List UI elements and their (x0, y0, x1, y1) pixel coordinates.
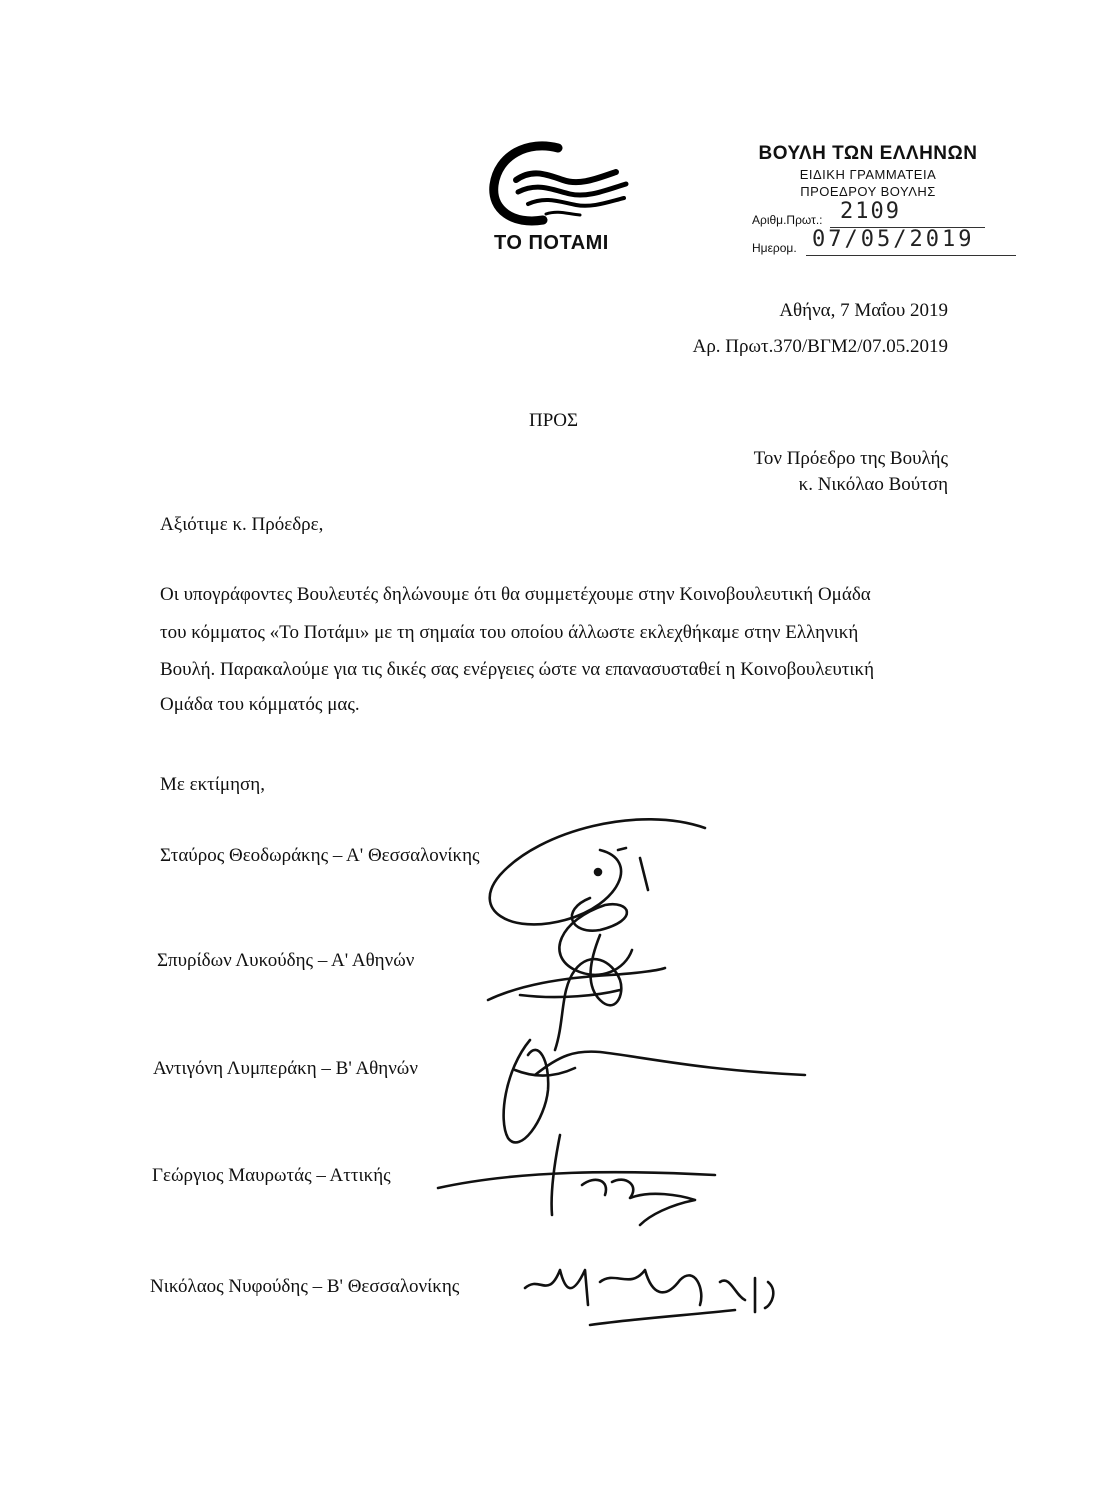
recipient-line-1: Τον Πρόεδρο της Βουλής (753, 448, 948, 469)
signature-3-handwritten (504, 1040, 805, 1142)
stamp-date-value: 07/05/2019 (812, 227, 975, 252)
recipient-line-2: κ. Νικόλαο Βούτση (798, 474, 948, 495)
stamp-date-label: Ημερομ. (752, 241, 797, 255)
party-logo (488, 140, 633, 260)
place-date: Αθήνα, 7 Μαΐου 2019 (779, 300, 948, 321)
body-line: Ομάδα του κόμματός μας. (160, 694, 360, 715)
logo-text: ΤΟ ΠΟΤΑΜΙ (494, 232, 609, 254)
reference-number: Αρ. Πρωτ.370/ΒΓΜ2/07.05.2019 (692, 336, 948, 357)
registration-stamp (748, 143, 1038, 268)
body-line: Οι υπογράφοντες Βουλευτές δηλώνουμε ότι θα συμμετέχουμε στην Κοινοβουλευτική Ομάδα (160, 584, 871, 605)
signature-2-handwritten (488, 935, 665, 1050)
salutation: Αξιότιμε κ. Πρόεδρε, (160, 514, 324, 535)
signature-5-handwritten (525, 1270, 773, 1325)
signatory-name: Γεώργιος Μαυρωτάς – Αττικής (152, 1165, 391, 1186)
stamp-title: ΒΟΥΛΗ ΤΩΝ ΕΛΛΗΝΩΝ (758, 143, 978, 164)
signature-1-handwritten (490, 819, 705, 974)
stamp-subtitle-2: ΠΡΟΕΔΡΟΥ ΒΟΥΛΗΣ (800, 184, 936, 199)
signatory-name: Σπυρίδων Λυκούδης – Α' Αθηνών (157, 950, 415, 971)
stamp-subtitle: ΕΙΔΙΚΗ ΓΡΑΜΜΑΤΕΙΑ (799, 167, 937, 182)
body-line: Βουλή. Παρακαλούμε για τις δικές σας ενέργειες ώστε να επανασυσταθεί η Κοινοβουλευτική (160, 659, 875, 680)
stamp-rule (806, 255, 1016, 256)
signatory-name: Νικόλαος Νυφούδης – Β' Θεσσαλονίκης (150, 1276, 460, 1297)
to-label: ΠΡΟΣ (529, 410, 579, 431)
stamp-protocol-label: Αριθμ.Πρωτ.: (752, 213, 823, 227)
signatory-name: Αντιγόνη Λυμπεράκη – Β' Αθηνών (153, 1058, 418, 1079)
stamp-protocol-value: 2109 (840, 199, 901, 224)
river-logo-icon (488, 140, 633, 235)
closing: Με εκτίμηση, (160, 774, 265, 795)
signature-4-handwritten (438, 1135, 715, 1225)
body-line: του κόμματος «Το Ποτάμι» με τη σημαία του οποίου άλλωστε εκλεχθήκαμε στην Ελληνική (160, 622, 859, 643)
signatory-name: Σταύρος Θεοδωράκης – Α' Θεσσαλονίκης (160, 845, 480, 866)
